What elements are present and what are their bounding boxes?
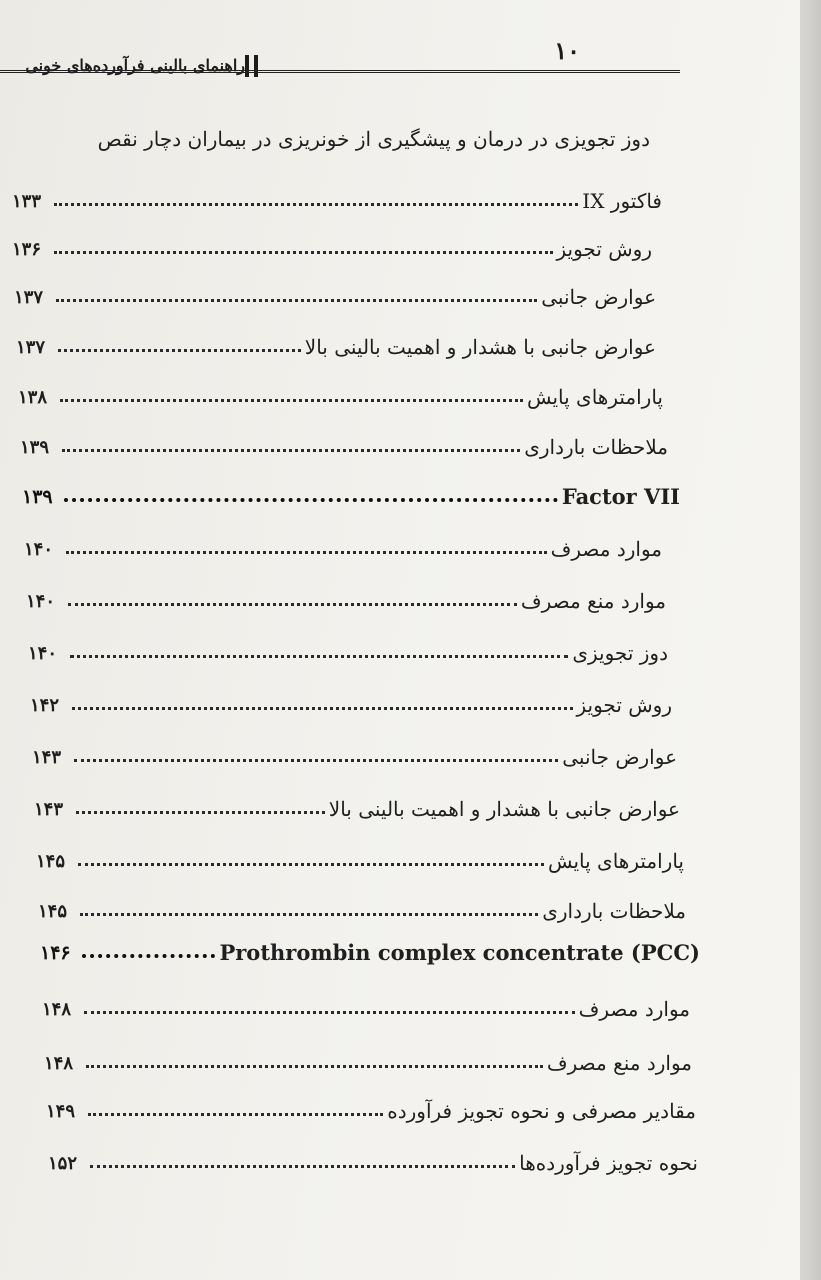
toc-leader-dots [86,1064,543,1068]
page-number: ۱۰ [554,36,580,65]
page-edge [800,0,821,1280]
toc-leader-dots [88,1112,383,1116]
toc-intro-text: دوز تجویزی در درمان و پیشگیری از خونریزی در بیماران دچار نقص [97,127,650,151]
toc-entry-title: عوارض جانبی با هشدار و اهمیت بالینی بالا [304,335,656,359]
toc-entry[interactable] [48,1134,698,1174]
toc-entry[interactable] [46,1082,696,1122]
toc-entry-page: ۱۴۰ [26,591,56,612]
toc-entry-title: موارد منع مصرف [546,1051,692,1075]
toc-leader-dots [62,448,520,452]
toc-entry-title: ملاحظات بارداری [542,899,686,923]
toc-leader-dots [72,706,573,710]
toc-leader-dots [54,250,553,254]
toc-entry-page: ۱۴۰ [28,643,58,664]
toc-entry-page: ۱۴۹ [46,1101,76,1122]
toc-leader-dots [90,1164,515,1168]
toc-entry-page: ۱۳۳ [12,191,42,212]
toc-entry[interactable] [14,268,656,308]
toc-entry-page: ۱۳۹ [22,486,53,508]
toc-entry[interactable] [18,368,663,408]
toc-entry-title: روش تجویز [556,237,652,261]
toc-entry-page: ۱۴۶ [40,942,71,964]
toc-leader-dots [54,202,578,206]
toc-entry-title: مقادیر مصرفی و نحوه تجویز فرآورده [387,1099,696,1123]
toc-leader-dots [58,348,301,352]
toc-section-heading[interactable] [40,924,700,964]
toc-leader-dots [70,654,568,658]
toc-entry-page: ۱۴۳ [32,747,62,768]
toc-entry-page: ۱۴۰ [24,539,54,560]
toc-entry[interactable] [12,172,662,212]
toc-entry-title: پارامترهای پایش [547,849,684,873]
toc-entry-page: ۱۴۲ [30,695,60,716]
toc-entry-page: ۱۳۸ [18,387,48,408]
toc-entry-title: نحوه تجویز فرآورده‌ها [519,1151,698,1175]
toc-section-title: Factor VII [561,483,680,509]
toc-entry-title: ملاحظات بارداری [524,435,668,459]
toc-entry-page: ۱۳۹ [20,437,50,458]
toc-entry[interactable] [36,832,684,872]
toc-entry[interactable] [24,520,662,560]
toc-entry-page: ۱۴۸ [44,1053,74,1074]
toc-entry-page: ۱۴۸ [42,999,72,1020]
toc-entry-page: ۱۳۷ [14,287,44,308]
toc-entry[interactable] [34,780,680,820]
toc-leader-dots [82,953,215,958]
toc-entry[interactable] [26,572,666,612]
toc-entry-title: عوارض جانبی [562,745,677,769]
toc-entry[interactable] [28,624,668,664]
toc-leader-dots [64,497,558,502]
toc-entry-title: فاکتور IX [582,189,662,213]
toc-leader-dots [84,1010,575,1014]
toc-section-heading[interactable] [22,468,680,508]
toc-leader-dots [74,758,558,762]
toc-entry[interactable] [42,980,690,1020]
toc-leader-dots [76,810,325,814]
toc-entry-page: ۱۳۷ [16,337,46,358]
toc-entry[interactable] [12,220,652,260]
toc-entry-title: عوارض جانبی با هشدار و اهمیت بالینی بالا [328,797,680,821]
toc-entry-title: عوارض جانبی [541,285,656,309]
toc-entry-title: روش تجویز [576,693,672,717]
toc-intro-line [60,110,650,150]
toc-leader-dots [56,298,537,302]
toc-entry[interactable] [20,418,668,458]
toc-entry-page: ۱۵۲ [48,1153,78,1174]
toc-entry-title: موارد منع مصرف [520,589,666,613]
toc-entry[interactable] [44,1034,692,1074]
toc-entry[interactable] [30,676,672,716]
toc-entry-title: پارامترهای پایش [526,385,663,409]
toc-entry-page: ۱۴۵ [38,901,68,922]
toc-entry[interactable] [16,318,656,358]
toc-section-title: Prothrombin complex concentrate (PCC) [219,939,700,965]
toc-leader-dots [80,912,538,916]
toc-entry-page: ۱۴۳ [34,799,64,820]
toc-entry-page: ۱۴۵ [36,851,66,872]
toc-entry-title: موارد مصرف [550,537,662,561]
toc-entry-title: موارد مصرف [578,997,690,1021]
toc-leader-dots [60,398,523,402]
running-title: راهنمای بالینی فرآورده‌های خونی [25,56,245,75]
toc-leader-dots [66,550,547,554]
toc-entry-page: ۱۳۶ [12,239,42,260]
toc-entry[interactable] [32,728,677,768]
toc-leader-dots [68,602,517,606]
toc-leader-dots [78,862,544,866]
toc-entry-title: دوز تجویزی [572,641,668,665]
toc-entry[interactable] [38,882,686,922]
